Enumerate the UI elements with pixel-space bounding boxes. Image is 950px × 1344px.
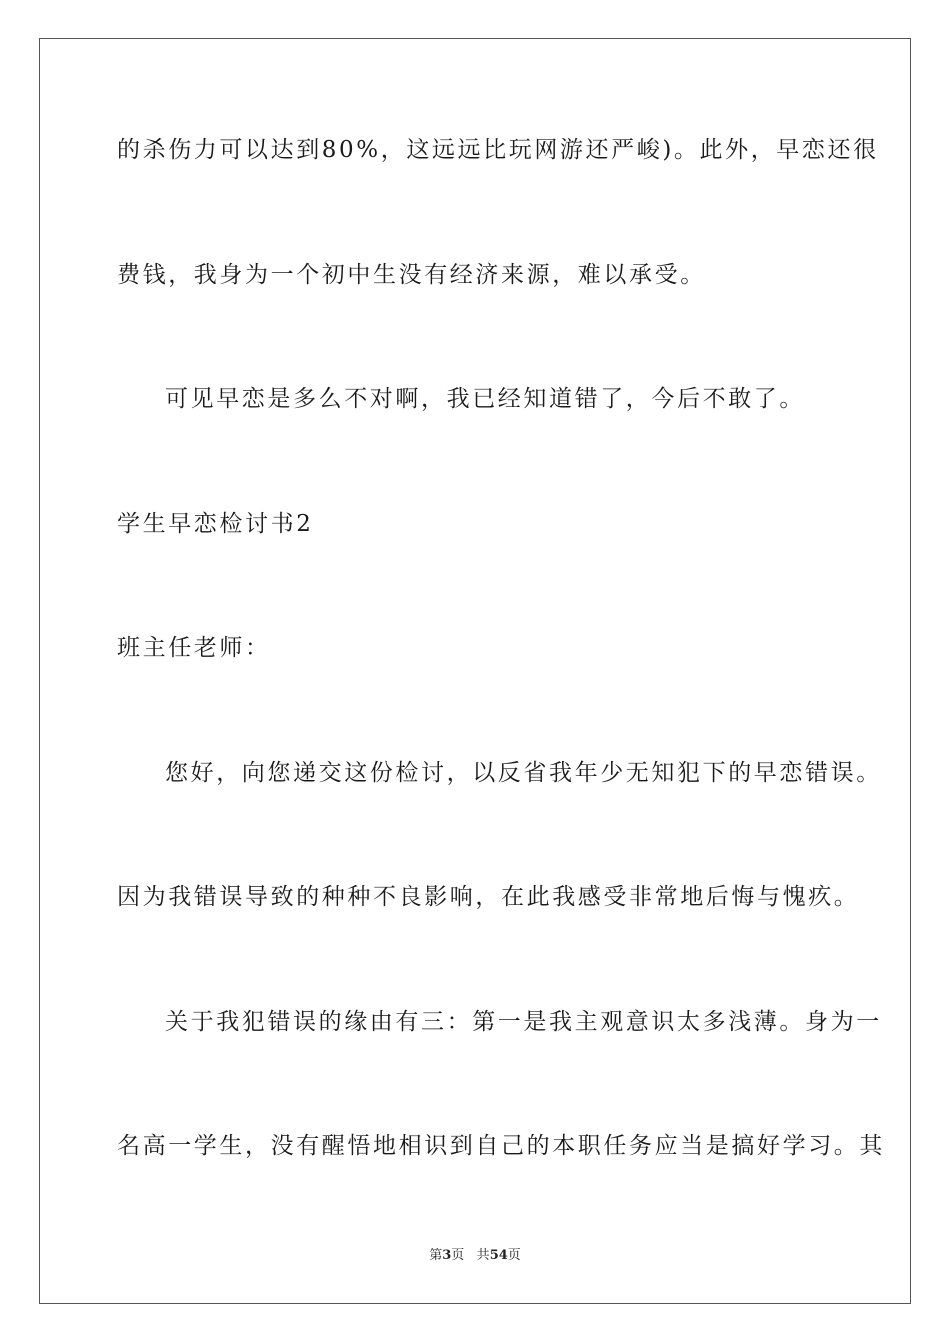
page-suffix: 页 bbox=[451, 1248, 465, 1263]
page-footer bbox=[0, 1247, 950, 1265]
page-prefix: 第 bbox=[429, 1248, 443, 1263]
paragraph-line-9: 名高一学生，没有醒悟地相识到自己的本职任务应当是搞好学习。其 bbox=[117, 1133, 885, 1159]
total-suffix: 页 bbox=[507, 1248, 521, 1263]
paragraph-line-6: 您好，向您递交这份检讨，以反省我年少无知犯下的早恋错误。 bbox=[165, 760, 882, 786]
paragraph-line-1: 的杀伤力可以达到80%，这远远比玩网游还严峻)。此外，早恋还很 bbox=[117, 137, 879, 163]
total-prefix: 共 bbox=[476, 1248, 490, 1263]
salutation: 班主任老师： bbox=[117, 635, 271, 661]
paragraph-line-8: 关于我犯错误的缘由有三：第一是我主观意识太多浅薄。身为一 bbox=[165, 1009, 882, 1035]
page-border bbox=[39, 38, 911, 1304]
paragraph-line-2: 费钱，我身为一个初中生没有经济来源，难以承受。 bbox=[117, 262, 706, 288]
total-pages: 54 bbox=[489, 1248, 508, 1263]
section-heading: 学生早恋检讨书2 bbox=[117, 511, 314, 537]
page-number: 3 bbox=[442, 1248, 452, 1263]
paragraph-line-7: 因为我错误导致的种种不良影响，在此我感受非常地后悔与愧疚。 bbox=[117, 884, 860, 910]
paragraph-line-3: 可见早恋是多么不对啊，我已经知道错了，今后不敢了。 bbox=[165, 386, 805, 412]
